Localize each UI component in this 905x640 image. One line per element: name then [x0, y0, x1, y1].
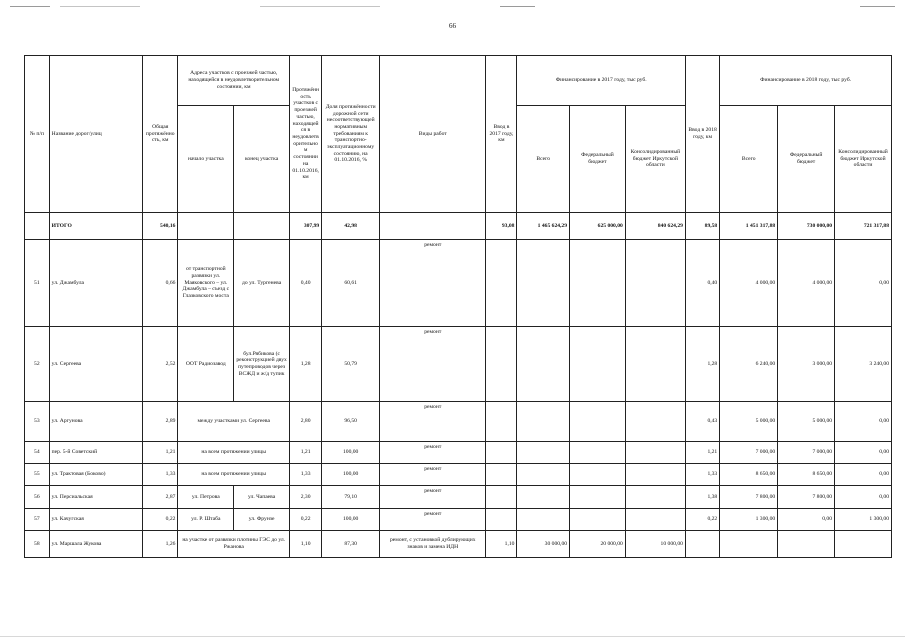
row-input-2018	[685, 531, 719, 558]
row-federal-2018: 5 000,00	[778, 402, 835, 442]
row-share: 100,00	[322, 442, 380, 464]
row-federal-2017	[570, 442, 626, 464]
row-input-2017	[486, 240, 517, 327]
row-federal-2018: 7 000,00	[778, 442, 835, 464]
row-bad-length: 1,21	[290, 442, 322, 464]
row-total-2017: 30 000,00	[517, 531, 570, 558]
row-works	[380, 240, 486, 327]
scan-artifact-line	[260, 6, 380, 7]
row-input-2017	[486, 402, 517, 442]
row-end: до ул. Тургенева	[234, 240, 290, 327]
page-number: 66	[449, 22, 456, 30]
table-row	[25, 509, 892, 531]
header-bad-length: Протяжённость участков с проезжей частью, находящейся в неудовлетворительном состоянии на 01.10.2016, км	[290, 56, 322, 213]
row-input-2018: 1,33	[685, 464, 719, 486]
scan-artifact-line	[60, 6, 140, 7]
row-consolidated-2018: 0,00	[835, 240, 892, 327]
row-total-2018: 7 800,00	[720, 486, 778, 509]
row-total-2017	[517, 240, 570, 327]
table-body	[25, 240, 892, 558]
row-length: 1,21	[143, 442, 178, 464]
header-addresses: Адреса участков с проезжей частью, находящейся в неудовлетворительном состоянии, км	[178, 56, 290, 106]
row-works-text: ремонт	[424, 488, 442, 494]
table-row	[25, 486, 892, 509]
row-total-2017	[517, 486, 570, 509]
header-works: Виды работ	[380, 56, 486, 213]
header-fin-2018: Финансирование в 2018 году, тыс руб.	[720, 56, 892, 106]
row-bad-length: 1,33	[290, 464, 322, 486]
total-total-2018: 1 451 317,88	[720, 213, 778, 240]
row-bad-length: 1,28	[290, 327, 322, 402]
row-works-text: ремонт	[424, 329, 442, 335]
row-name: ул. Персиальская	[49, 486, 142, 509]
scan-artifact-line	[860, 6, 895, 7]
row-address-range: на участке от развязки плотины ГЭС до ул. Ржанова	[178, 531, 290, 558]
table-row	[25, 531, 892, 558]
row-works-text: ремонт	[424, 466, 442, 472]
row-federal-2017	[570, 509, 626, 531]
row-total-2017	[517, 327, 570, 402]
row-works	[380, 509, 486, 531]
row-total-2018: 1 300,00	[720, 509, 778, 531]
row-consolidated-2017	[625, 327, 685, 402]
row-share: 79,10	[322, 486, 380, 509]
total-federal-2018: 730 000,00	[778, 213, 835, 240]
row-share: 50,79	[322, 327, 380, 402]
row-length: 2,52	[143, 327, 178, 402]
row-share: 96,50	[322, 402, 380, 442]
row-share: 60,61	[322, 240, 380, 327]
row-num: 52	[25, 327, 50, 402]
row-consolidated-2017: 10 000,00	[625, 531, 685, 558]
row-consolidated-2018	[835, 531, 892, 558]
header-input-2017: Ввод в 2017 году, км	[486, 56, 517, 213]
row-consolidated-2018: 0,00	[835, 442, 892, 464]
row-consolidated-2017	[625, 486, 685, 509]
header-input-2018: Ввод в 2018 году, км	[685, 56, 719, 213]
row-works	[380, 402, 486, 442]
row-works	[380, 531, 486, 558]
row-consolidated-2017	[625, 240, 685, 327]
table-row	[25, 327, 892, 402]
row-bad-length: 0,22	[290, 509, 322, 531]
row-works	[380, 464, 486, 486]
row-federal-2018: 8 650,00	[778, 464, 835, 486]
row-total-2017	[517, 464, 570, 486]
row-length: 1,26	[143, 531, 178, 558]
table-row	[25, 240, 892, 327]
roads-table	[24, 55, 892, 558]
header-start: начало участка	[178, 106, 234, 213]
row-works	[380, 327, 486, 402]
row-works-text: ремонт	[424, 242, 442, 248]
row-consolidated-2018: 0,00	[835, 464, 892, 486]
total-length: 540,16	[143, 213, 178, 240]
row-federal-2017	[570, 464, 626, 486]
row-num: 53	[25, 402, 50, 442]
row-start: ул. Петрова	[178, 486, 234, 509]
row-input-2017	[486, 464, 517, 486]
total-start	[178, 213, 234, 240]
row-federal-2018: 3 000,00	[778, 327, 835, 402]
row-name: ул. Джамбула	[49, 240, 142, 327]
scan-artifact-line	[500, 6, 535, 7]
total-federal-2017: 625 000,00	[570, 213, 626, 240]
row-num: 56	[25, 486, 50, 509]
row-start: ул. Р. Штаба	[178, 509, 234, 531]
row-start: от транспортной развязки ул. Маяковского – ул. Джамбула – съезд с Глазковского моста	[178, 240, 234, 327]
row-total-2018: 5 000,00	[720, 402, 778, 442]
row-consolidated-2018: 1 300,00	[835, 509, 892, 531]
row-address-range: на всем протяжении улицы	[178, 442, 290, 464]
row-federal-2017: 20 000,00	[570, 531, 626, 558]
row-input-2018: 1,21	[685, 442, 719, 464]
total-row	[25, 213, 892, 240]
row-total-2018: 8 650,00	[720, 464, 778, 486]
row-input-2017	[486, 442, 517, 464]
row-length: 1,33	[143, 464, 178, 486]
row-total-2018: 4 000,00	[720, 240, 778, 327]
total-end	[234, 213, 290, 240]
total-input-2017: 93,08	[486, 213, 517, 240]
row-share: 100,00	[322, 464, 380, 486]
row-share: 100,00	[322, 509, 380, 531]
row-num: 57	[25, 509, 50, 531]
row-input-2018: 1,28	[685, 327, 719, 402]
row-input-2017: 1,10	[486, 531, 517, 558]
row-works-text: ремонт	[424, 404, 442, 410]
row-length: 2,89	[143, 402, 178, 442]
row-num: 51	[25, 240, 50, 327]
row-address-range: на всем протяжении улицы	[178, 464, 290, 486]
header-fin-2017-consolidated: Консолидированный бюджет Иркутской области	[625, 106, 685, 213]
row-works-text: ремонт	[424, 511, 442, 517]
row-federal-2017	[570, 327, 626, 402]
row-federal-2017	[570, 240, 626, 327]
row-bad-length: 0,40	[290, 240, 322, 327]
row-end: ул. Фрунзе	[234, 509, 290, 531]
scan-artifact-line	[10, 6, 50, 7]
total-consolidated-2018: 721 317,88	[835, 213, 892, 240]
row-federal-2018	[778, 531, 835, 558]
row-share: 87,30	[322, 531, 380, 558]
header-fin-2017-total: Всего	[517, 106, 570, 213]
row-total-2018	[720, 531, 778, 558]
row-name: ул. Сергеева	[49, 327, 142, 402]
total-consolidated-2017: 840 624,29	[625, 213, 685, 240]
row-total-2018: 6 240,00	[720, 327, 778, 402]
header-total-length: Общая протяжённость, км	[143, 56, 178, 213]
row-works	[380, 442, 486, 464]
header-num: № п/п	[25, 56, 50, 213]
row-length: 0,66	[143, 240, 178, 327]
row-total-2018: 7 000,00	[720, 442, 778, 464]
row-federal-2018: 0,00	[778, 509, 835, 531]
row-start: ООТ Радиозавод	[178, 327, 234, 402]
row-address-range: между участками ул. Сергеева	[178, 402, 290, 442]
total-bad-length: 307,99	[290, 213, 322, 240]
row-consolidated-2017	[625, 402, 685, 442]
header-fin-2018-consolidated: Консолидированный бюджет Иркутской области	[835, 106, 892, 213]
row-end: бул.Рябикова (с реконструкцией двух путепроводов через ВСЖД и ж/д тупик	[234, 327, 290, 402]
row-length: 0,22	[143, 509, 178, 531]
row-consolidated-2018: 0,00	[835, 402, 892, 442]
row-length: 2,87	[143, 486, 178, 509]
header-share: Доля протяжённости дорожной сети несоответствующей нормативным требованиям к транспортно-эксплуатационному состоянию, на 01.10.2016, %	[322, 56, 380, 213]
row-total-2017	[517, 509, 570, 531]
row-input-2018: 1,38	[685, 486, 719, 509]
header-fin-2018-total: Всего	[720, 106, 778, 213]
row-name: ул. Качугская	[49, 509, 142, 531]
row-consolidated-2018: 3 240,00	[835, 327, 892, 402]
row-consolidated-2017	[625, 509, 685, 531]
row-total-2017	[517, 442, 570, 464]
row-input-2018: 0,22	[685, 509, 719, 531]
total-works	[380, 213, 486, 240]
row-num: 55	[25, 464, 50, 486]
scan-artifact-line	[0, 636, 905, 637]
row-consolidated-2017	[625, 442, 685, 464]
header-end: конец участка	[234, 106, 290, 213]
row-consolidated-2018: 0,00	[835, 486, 892, 509]
row-works-text: ремонт	[424, 444, 442, 450]
row-name: пер. 5-й Советский	[49, 442, 142, 464]
header-fin-2017: Финансирование в 2017 году, тыс руб.	[517, 56, 685, 106]
table-row	[25, 442, 892, 464]
row-works	[380, 486, 486, 509]
row-name: ул. Маршала Жукова	[49, 531, 142, 558]
row-num: 54	[25, 442, 50, 464]
row-total-2017	[517, 402, 570, 442]
total-total-2017: 1 465 624,29	[517, 213, 570, 240]
table-header	[25, 56, 892, 213]
row-input-2017	[486, 327, 517, 402]
row-bad-length: 1,10	[290, 531, 322, 558]
row-name: ул. Аргунова	[49, 402, 142, 442]
header-fin-2017-federal: Федеральный бюджет	[570, 106, 626, 213]
row-input-2017	[486, 486, 517, 509]
row-bad-length: 2,80	[290, 402, 322, 442]
total-input-2018: 89,58	[685, 213, 719, 240]
total-label: ИТОГО	[49, 213, 142, 240]
table-row	[25, 402, 892, 442]
row-input-2017	[486, 509, 517, 531]
row-name: ул. Трактовая (Боково)	[49, 464, 142, 486]
header-name: Название дорог/улиц	[49, 56, 142, 213]
row-input-2018: 0,40	[685, 240, 719, 327]
row-input-2018: 0,43	[685, 402, 719, 442]
row-federal-2018: 7 800,00	[778, 486, 835, 509]
header-fin-2018-federal: Федеральный бюджет	[778, 106, 835, 213]
row-consolidated-2017	[625, 464, 685, 486]
row-num: 58	[25, 531, 50, 558]
table-row	[25, 464, 892, 486]
row-works-text: ремонт, с установкой дублирующих знаков и замена ИДН	[390, 537, 476, 550]
row-federal-2017	[570, 486, 626, 509]
row-federal-2017	[570, 402, 626, 442]
total-share: 42,98	[322, 213, 380, 240]
row-bad-length: 2,30	[290, 486, 322, 509]
total-num	[25, 213, 50, 240]
row-end: ул. Чапаева	[234, 486, 290, 509]
row-federal-2018: 4 000,00	[778, 240, 835, 327]
